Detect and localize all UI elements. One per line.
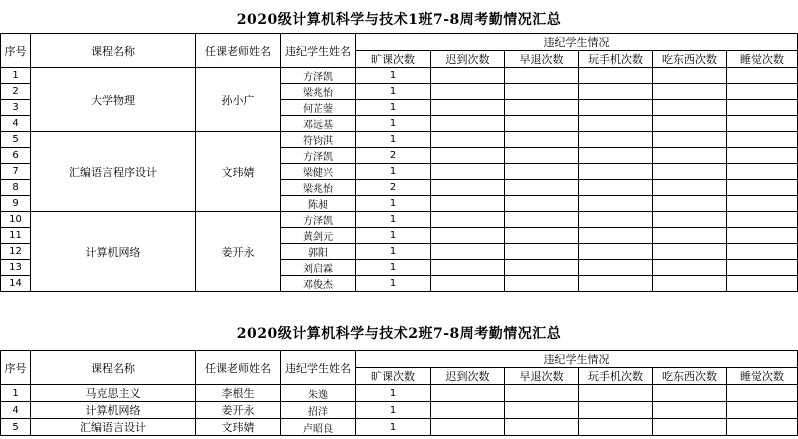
cell-late xyxy=(431,100,505,116)
header-sleeping: 睡觉次数 xyxy=(727,51,798,68)
cell-sleeping xyxy=(727,84,798,100)
cell-seq: 9 xyxy=(1,196,31,212)
header-student: 违纪学生姓名 xyxy=(281,34,356,68)
cell-teacher: 李根生 xyxy=(196,385,281,402)
cell-sleeping xyxy=(727,260,798,276)
cell-course: 汇编语言设计 xyxy=(31,419,196,436)
cell-early-leave xyxy=(505,402,579,419)
table-row xyxy=(1,132,798,148)
header-late: 迟到次数 xyxy=(431,368,505,385)
cell-early-leave xyxy=(505,260,579,276)
cell-student: 邓远基 xyxy=(281,116,356,132)
cell-eating xyxy=(653,244,727,260)
cell-seq: 4 xyxy=(1,116,31,132)
cell-seq: 12 xyxy=(1,244,31,260)
cell-late xyxy=(431,212,505,228)
cell-late xyxy=(431,419,505,436)
header-eating: 吃东西次数 xyxy=(653,368,727,385)
cell-eating xyxy=(653,228,727,244)
cell-sleeping xyxy=(727,228,798,244)
cell-seq: 14 xyxy=(1,276,31,292)
cell-late xyxy=(431,84,505,100)
table-row xyxy=(1,419,798,436)
cell-phone xyxy=(579,276,653,292)
header-course: 课程名称 xyxy=(31,34,196,68)
cell-phone xyxy=(579,244,653,260)
cell-phone xyxy=(579,164,653,180)
table-row xyxy=(1,385,798,402)
cell-eating xyxy=(653,116,727,132)
cell-absent: 2 xyxy=(356,180,431,196)
header-eating: 吃东西次数 xyxy=(653,51,727,68)
header-teacher: 任课老师姓名 xyxy=(196,34,281,68)
cell-student: 刘启霖 xyxy=(281,260,356,276)
header-absent: 旷课次数 xyxy=(356,51,431,68)
cell-phone xyxy=(579,212,653,228)
cell-phone xyxy=(579,132,653,148)
header-violation-group: 违纪学生情况 xyxy=(356,34,798,51)
cell-seq: 13 xyxy=(1,260,31,276)
cell-eating xyxy=(653,196,727,212)
cell-absent: 1 xyxy=(356,196,431,212)
header-course: 课程名称 xyxy=(31,351,196,385)
cell-seq: 8 xyxy=(1,180,31,196)
cell-seq: 2 xyxy=(1,84,31,100)
cell-seq: 11 xyxy=(1,228,31,244)
cell-phone xyxy=(579,148,653,164)
cell-student: 邓俊杰 xyxy=(281,276,356,292)
cell-eating xyxy=(653,402,727,419)
cell-early-leave xyxy=(505,212,579,228)
cell-sleeping xyxy=(727,116,798,132)
header-sleeping: 睡觉次数 xyxy=(727,368,798,385)
cell-student: 郭阳 xyxy=(281,244,356,260)
cell-eating xyxy=(653,132,727,148)
cell-early-leave xyxy=(505,385,579,402)
cell-teacher: 孙小广 xyxy=(196,68,281,132)
cell-absent: 1 xyxy=(356,164,431,180)
cell-eating xyxy=(653,100,727,116)
cell-phone xyxy=(579,68,653,84)
cell-early-leave xyxy=(505,116,579,132)
header-seq: 序号 xyxy=(1,351,31,385)
cell-phone xyxy=(579,196,653,212)
cell-phone xyxy=(579,419,653,436)
cell-early-leave xyxy=(505,180,579,196)
cell-teacher: 姜开永 xyxy=(196,402,281,419)
header-late: 迟到次数 xyxy=(431,51,505,68)
header-early-leave: 早退次数 xyxy=(505,51,579,68)
attendance-table-class1 xyxy=(0,33,798,292)
cell-eating xyxy=(653,68,727,84)
cell-course: 马克思主义 xyxy=(31,385,196,402)
cell-absent: 1 xyxy=(356,68,431,84)
cell-phone xyxy=(579,116,653,132)
cell-seq: 10 xyxy=(1,212,31,228)
cell-absent: 1 xyxy=(356,402,431,419)
cell-seq: 6 xyxy=(1,148,31,164)
cell-absent: 1 xyxy=(356,212,431,228)
section2-title: 2020级计算机科学与技术2班7-8周考勤情况汇总 xyxy=(236,326,562,342)
cell-late xyxy=(431,402,505,419)
cell-student: 符钧淇 xyxy=(281,132,356,148)
cell-sleeping xyxy=(727,244,798,260)
cell-sleeping xyxy=(727,385,798,402)
cell-eating xyxy=(653,385,727,402)
cell-student: 梁健兴 xyxy=(281,164,356,180)
cell-seq: 4 xyxy=(1,402,31,419)
cell-student: 陈昶 xyxy=(281,196,356,212)
cell-absent: 1 xyxy=(356,132,431,148)
cell-seq: 1 xyxy=(1,68,31,84)
cell-late xyxy=(431,244,505,260)
cell-course: 计算机网络 xyxy=(31,402,196,419)
cell-eating xyxy=(653,84,727,100)
cell-seq: 3 xyxy=(1,100,31,116)
table-row xyxy=(1,402,798,419)
cell-late xyxy=(431,385,505,402)
cell-early-leave xyxy=(505,244,579,260)
cell-sleeping xyxy=(727,402,798,419)
cell-absent: 1 xyxy=(356,244,431,260)
cell-student: 方泽凯 xyxy=(281,148,356,164)
attendance-table-class2 xyxy=(0,350,798,436)
cell-seq: 5 xyxy=(1,419,31,436)
cell-course: 汇编语言程序设计 xyxy=(31,132,196,212)
cell-eating xyxy=(653,148,727,164)
cell-sleeping xyxy=(727,100,798,116)
cell-phone xyxy=(579,84,653,100)
cell-eating xyxy=(653,212,727,228)
cell-absent: 1 xyxy=(356,276,431,292)
cell-early-leave xyxy=(505,164,579,180)
cell-teacher: 姜开永 xyxy=(196,212,281,292)
header-student: 违纪学生姓名 xyxy=(281,351,356,385)
cell-late xyxy=(431,132,505,148)
cell-sleeping xyxy=(727,68,798,84)
header-early-leave: 早退次数 xyxy=(505,368,579,385)
cell-sleeping xyxy=(727,148,798,164)
cell-course: 大学物理 xyxy=(31,68,196,132)
cell-late xyxy=(431,196,505,212)
cell-sleeping xyxy=(727,419,798,436)
table-row xyxy=(1,212,798,228)
cell-sleeping xyxy=(727,180,798,196)
cell-late xyxy=(431,148,505,164)
cell-phone xyxy=(579,228,653,244)
cell-early-leave xyxy=(505,148,579,164)
cell-sleeping xyxy=(727,164,798,180)
cell-late xyxy=(431,68,505,84)
cell-phone xyxy=(579,385,653,402)
cell-phone xyxy=(579,100,653,116)
cell-absent: 2 xyxy=(356,148,431,164)
header-phone: 玩手机次数 xyxy=(579,368,653,385)
cell-eating xyxy=(653,180,727,196)
cell-sleeping xyxy=(727,132,798,148)
cell-phone xyxy=(579,260,653,276)
cell-early-leave xyxy=(505,419,579,436)
cell-student: 方泽凯 xyxy=(281,68,356,84)
cell-absent: 1 xyxy=(356,116,431,132)
cell-seq: 5 xyxy=(1,132,31,148)
cell-absent: 1 xyxy=(356,419,431,436)
cell-early-leave xyxy=(505,68,579,84)
cell-late xyxy=(431,260,505,276)
cell-teacher: 文玮婧 xyxy=(196,419,281,436)
cell-eating xyxy=(653,276,727,292)
cell-absent: 1 xyxy=(356,260,431,276)
cell-seq: 7 xyxy=(1,164,31,180)
cell-student: 梁兆怡 xyxy=(281,180,356,196)
cell-phone xyxy=(579,180,653,196)
cell-sleeping xyxy=(727,196,798,212)
cell-sleeping xyxy=(727,276,798,292)
header-phone: 玩手机次数 xyxy=(579,51,653,68)
header-seq: 序号 xyxy=(1,34,31,68)
cell-absent: 1 xyxy=(356,84,431,100)
cell-teacher: 文玮婧 xyxy=(196,132,281,212)
cell-student: 何芷蓥 xyxy=(281,100,356,116)
cell-phone xyxy=(579,402,653,419)
cell-absent: 1 xyxy=(356,100,431,116)
header-absent: 旷课次数 xyxy=(356,368,431,385)
cell-late xyxy=(431,164,505,180)
cell-early-leave xyxy=(505,84,579,100)
cell-early-leave xyxy=(505,228,579,244)
section1-title: 2020级计算机科学与技术1班7-8周考勤情况汇总 xyxy=(236,12,562,28)
cell-eating xyxy=(653,260,727,276)
cell-course: 计算机网络 xyxy=(31,212,196,292)
cell-absent: 1 xyxy=(356,228,431,244)
cell-early-leave xyxy=(505,196,579,212)
cell-seq: 1 xyxy=(1,385,31,402)
cell-student: 黄剑元 xyxy=(281,228,356,244)
cell-late xyxy=(431,276,505,292)
cell-early-leave xyxy=(505,132,579,148)
cell-early-leave xyxy=(505,100,579,116)
cell-absent: 1 xyxy=(356,385,431,402)
cell-eating xyxy=(653,164,727,180)
cell-student: 方泽凯 xyxy=(281,212,356,228)
cell-eating xyxy=(653,419,727,436)
cell-early-leave xyxy=(505,276,579,292)
cell-student: 卢昭良 xyxy=(281,419,356,436)
cell-late xyxy=(431,116,505,132)
cell-student: 梁兆怡 xyxy=(281,84,356,100)
header-violation-group: 违纪学生情况 xyxy=(356,351,798,368)
table-row xyxy=(1,68,798,84)
header-teacher: 任课老师姓名 xyxy=(196,351,281,385)
cell-late xyxy=(431,180,505,196)
cell-sleeping xyxy=(727,212,798,228)
cell-student: 招洋 xyxy=(281,402,356,419)
cell-student: 朱逸 xyxy=(281,385,356,402)
cell-late xyxy=(431,228,505,244)
